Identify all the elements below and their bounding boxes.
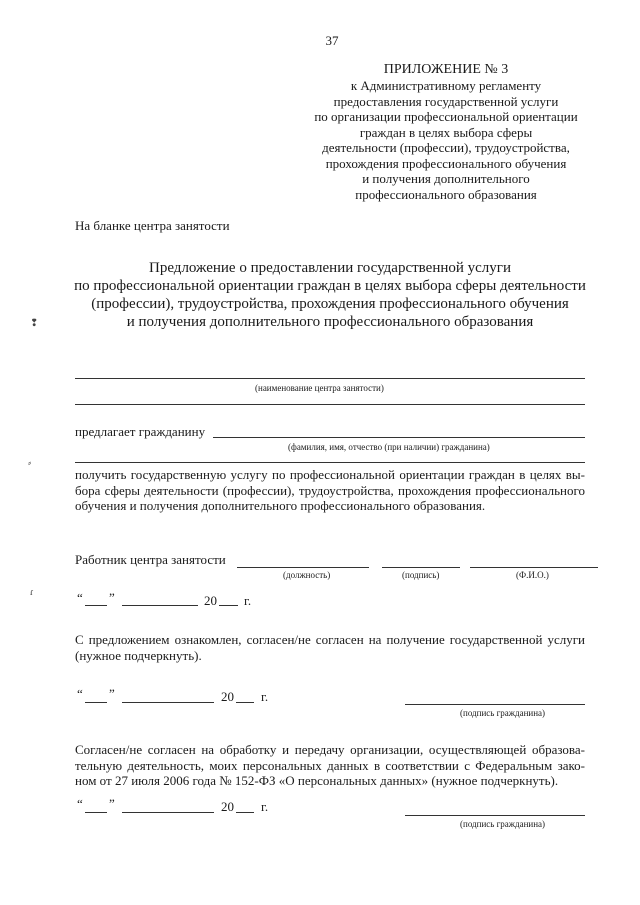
acquaint-line: С предложением ознакомлен, согласен/не согласен на получение государственной услуги: [75, 632, 585, 647]
date-year-prefix: 20: [204, 593, 217, 608]
date-open-quote: “: [77, 590, 83, 605]
date-open-quote: “: [77, 686, 83, 701]
document-title: [60, 259, 600, 331]
citizen-name-line-2[interactable]: [75, 462, 585, 463]
offers-label: предлагает гражданину: [75, 424, 206, 439]
document-title-line: по профессиональной ориентации граждан в целях выбора сферы деятельности: [74, 278, 586, 294]
signature-line[interactable]: [382, 567, 460, 568]
date-day-line[interactable]: [85, 702, 107, 703]
page-number: 37: [325, 33, 339, 48]
center-name-caption: (наименование центра занятости): [255, 383, 384, 393]
document-title-line: и получения дополнительного профессионального образования: [126, 314, 534, 330]
position-caption: (должность): [283, 570, 331, 580]
signature-caption: (подпись): [402, 570, 440, 580]
appendix-line: и получения дополнительного: [362, 171, 530, 186]
appendix-line: к Административному регламенту: [350, 78, 542, 93]
appendix-line: деятельности (профессии), трудоустройства,: [322, 140, 570, 155]
appendix-line: прохождения профессионального обучения: [325, 155, 567, 171]
date-month-line[interactable]: [122, 605, 198, 606]
date-month-line[interactable]: [122, 702, 214, 703]
date-year-line[interactable]: [236, 812, 254, 813]
consent-paragraph: [75, 742, 585, 789]
date-year-suffix: г.: [244, 593, 252, 608]
appendix-line: граждан в целях выбора сферы: [359, 124, 533, 140]
acquaint-paragraph: [75, 632, 585, 663]
appendix-title: ПРИЛОЖЕНИЕ № 3: [383, 62, 509, 77]
citizen-signature-line[interactable]: [405, 815, 585, 816]
consent-line: тельную деятельность, моих персональных данных в соответствии с Федеральным зако-: [75, 757, 585, 773]
citizen-name-line[interactable]: [213, 437, 585, 438]
fio-caption: (Ф.И.О.): [516, 570, 549, 580]
scan-mark: ❢: [30, 318, 39, 329]
document-title-line: Предложение о предоставлении государственной услуги: [149, 260, 511, 276]
center-name-line[interactable]: [75, 378, 585, 379]
body-line: получить государственную услугу по профессиональной ориентации граждан в целях вы-: [75, 467, 585, 482]
acquaint-line: (нужное подчеркнуть).: [75, 647, 202, 663]
body-line: обучения и получения дополнительного профессионального образования.: [75, 498, 486, 513]
scan-mark: ⸗: [28, 458, 32, 469]
body-line: бора сферы деятельности (профессии), трудоустройства, прохождения профессионального: [75, 482, 585, 498]
date-year-prefix: 20: [221, 799, 234, 814]
document-title-line: (профессии), трудоустройства, прохождения профессионального обучения: [91, 296, 569, 312]
scan-mark: ɾ: [30, 587, 34, 598]
date-year-suffix: г.: [261, 799, 269, 814]
citizen-name-caption: (фамилия, имя, отчество (при наличии) гражданина): [288, 442, 490, 452]
fio-line[interactable]: [470, 567, 598, 568]
body-paragraph: [75, 467, 585, 514]
date-close-quote: ”: [109, 590, 115, 605]
appendix-line: по организации профессиональной ориентации: [314, 109, 578, 124]
position-line[interactable]: [237, 567, 369, 568]
date-year-line[interactable]: [236, 702, 254, 703]
date-close-quote: ”: [109, 796, 115, 811]
appendix-line: профессионального образования: [355, 186, 537, 202]
date-open-quote: “: [77, 796, 83, 811]
date-year-line[interactable]: [219, 605, 238, 606]
consent-line: Согласен/не согласен на обработку и передачу организации, осуществляющей образова-: [75, 742, 585, 757]
letterhead-note: На бланке центра занятости: [75, 218, 230, 233]
date-month-line[interactable]: [122, 812, 214, 813]
citizen-signature-caption: (подпись гражданина): [460, 708, 546, 718]
date-year-prefix: 20: [221, 689, 234, 704]
appendix-block: [292, 62, 600, 202]
citizen-signature-caption: (подпись гражданина): [460, 819, 546, 829]
date-close-quote: ”: [109, 686, 115, 701]
date-day-line[interactable]: [85, 605, 107, 606]
center-name-line-2[interactable]: [75, 404, 585, 405]
worker-label: Работник центра занятости: [75, 552, 226, 567]
consent-line: ном от 27 июля 2006 года № 152-ФЗ «О персональных данных» (нужное подчеркнуть).: [75, 773, 559, 788]
citizen-signature-line[interactable]: [405, 704, 585, 705]
date-day-line[interactable]: [85, 812, 107, 813]
date-year-suffix: г.: [261, 689, 269, 704]
appendix-line: предоставления государственной услуги: [333, 93, 559, 109]
